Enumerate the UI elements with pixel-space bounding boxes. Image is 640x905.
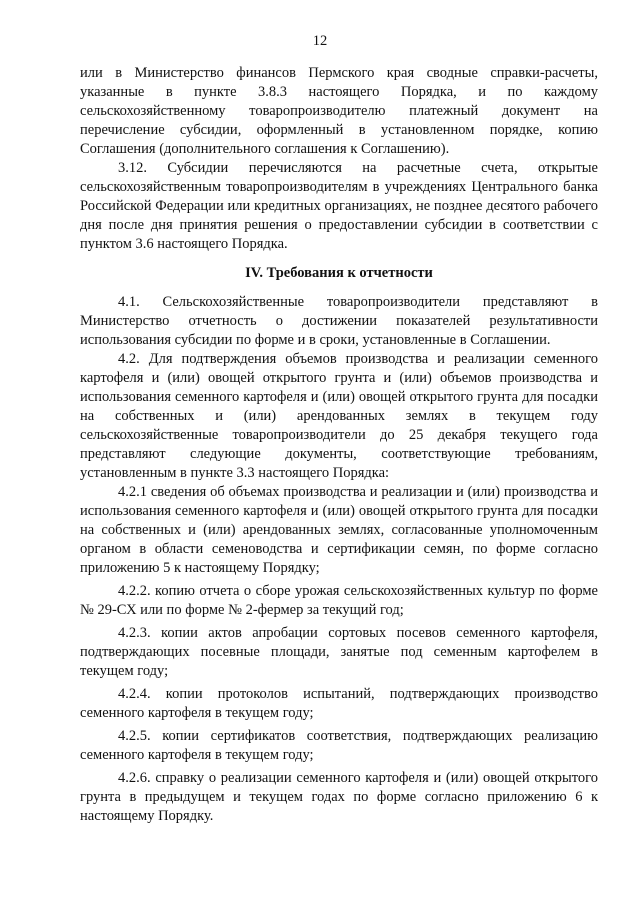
paragraph-4-2-4: 4.2.4. копии протоколов испытаний, подтверждающих производство семенного картофеля в текущем году; — [80, 686, 598, 721]
paragraph-4-2-3: 4.2.3. копии актов апробации сортовых посевов семенного картофеля, подтверждающих посевные площади, занятые под семенным картофелем в текущем году; — [80, 625, 598, 679]
paragraph-4-1: 4.1. Сельскохозяйственные товаропроизводители представляют в Министерство отчетность о достижении показателей результативности использования субсидии по форме и в сроки, установленные в Соглашении. — [80, 294, 598, 348]
paragraph-4-2: 4.2. Для подтверждения объемов производства и реализации семенного картофеля и (или) овощей открытого грунта и (или) объемов производства и использования семенного картофеля и (или) овощей открытого грунта для посадки на собственных и (или) арендованных землях в текущем году сельскохозяйственные товаропроизводители до 25 декабря текущего года представляют следующие документы, соответствующие требованиям, установленным в пункте 3.3 настоящего Порядка: — [80, 351, 598, 481]
paragraph-4-2-5: 4.2.5. копии сертификатов соответствия, подтверждающих реализацию семенного картофеля в текущем году; — [80, 728, 598, 763]
paragraph-continuation: или в Министерство финансов Пермского края сводные справки-расчеты, указанные в пункте 3.8.3 настоящего Порядка, и по каждому сельскохозяйственному товаропроизводителю платежный документ на перечисление субсидии, оформленный в установленном порядке, копию Соглашения (дополнительного соглашения к Соглашению). — [80, 65, 598, 157]
document-body — [80, 64, 598, 826]
paragraph-4-2-6: 4.2.6. справку о реализации семенного картофеля и (или) овощей открытого грунта в предыдущем и текущем годах по форме согласно приложению 6 к настоящему Порядку. — [80, 770, 598, 824]
paragraph-4-2-2: 4.2.2. копию отчета о сборе урожая сельскохозяйственных культур по форме № 29-СХ или по форме № 2-фермер за текущий год; — [80, 583, 598, 618]
paragraph-4-2-1: 4.2.1 сведения об объемах производства и реализации и (или) производства и использования семенного картофеля и (или) овощей открытого грунта для посадки на собственных и (или) арендованных землях, согласованные уполномоченным органом в области семеноводства и сертификации семян, по форме согласно приложению 5 к настоящему Порядку; — [80, 484, 598, 576]
paragraph-3-12: 3.12. Субсидии перечисляются на расчетные счета, открытые сельскохозяйственным товаропроизводителям в учреждениях Центрального банка Российской Федерации или кредитных организациях, не позднее десятого рабочего дня после дня принятия решения о предоставлении субсидии в соответствии с пунктом 3.6 настоящего Порядка. — [80, 160, 598, 252]
section-heading: IV. Требования к отчетности — [245, 265, 433, 281]
page-number: 12 — [312, 33, 328, 49]
